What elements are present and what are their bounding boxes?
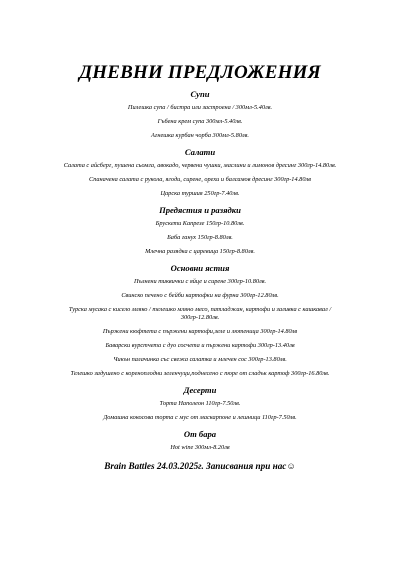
section-heading-desserts: Десерти [183,385,217,395]
section-heading-starters: Предястия и разядки [159,205,241,215]
section-heading-soups: Супи [190,89,210,99]
menu-item: Чикън палачинка със свежа салатка и млечен сос 300гр-13.80лв. [113,356,287,363]
section-heading-bar: От бара [183,429,217,439]
menu-item: Млечна разядка с царевица 150гр-8.80лв. [145,248,255,255]
menu-item: Торта Наполеон 110гр-7.50лв. [159,400,241,407]
menu-title: ДНЕВНИ ПРЕДЛОЖЕНИЯ [79,62,321,83]
section-heading-main-courses: Основни ястия [170,263,230,273]
menu-item: Гъбена крем супа 300мл-5.40лв. [157,118,243,125]
menu-item: Телешко задушено с кореноплодни зеленчуци,поднесено с пюре от сладък картоф 300гр-16.80лв. [70,370,330,377]
event-announcement: Brain Battles 24.03.2025г. Записвания при нас☺ [104,461,296,471]
menu-item: Пилешка супа / бистра или застроена / 300мл-5.40лв. [127,104,273,111]
menu-item: Домашна кокосова торта с мус от маскарпоне и лешници 110гр-7.50лв. [103,414,297,421]
menu-item: Баба ганух 150гр-8.80лв. [167,234,233,241]
menu-item: Баварски вурстчета с дуо сосчета и пържени картофи 300гр-13.40лв [105,342,295,349]
menu-item: Царска туршия 250гр-7.40лв. [160,190,240,197]
menu-item: Агнешка курбан чорба 300мл-5.80лв. [151,132,249,139]
menu-item: Пълнени тиквички с яйце и сирене 300гр-10.80лв. [133,278,267,285]
menu-item: Брускети Капрезе 150гр-10.80лв. [155,220,245,227]
section-heading-salads: Салати [184,147,216,157]
menu-item: Свинско печено с бейби картофки на фурна 300гр-12.80лв. [121,292,279,299]
menu-item: Пържени кюфтета с пържени картофи,зеле и лютеница 300гр-14.80лв [102,328,298,335]
menu-item: Hot wine 300мл-8.20лв [170,444,230,451]
menu-item: Турска мусака с кисело мляко / телешко мляно месо, патладжан, картофи и заливка с кашкавал / 300гр-12.80лв. [68,306,332,321]
menu-item: Салата с айсберг, пушена сьомга, авокадо, червени чушки, маслини и лимонов дресинг 300гр-14.80лв. [63,162,337,169]
menu-item: Спаначена салата с рукола, ягоди, сирене, орехи и балсамов дресинг 300гр-14.80лв [89,176,311,183]
